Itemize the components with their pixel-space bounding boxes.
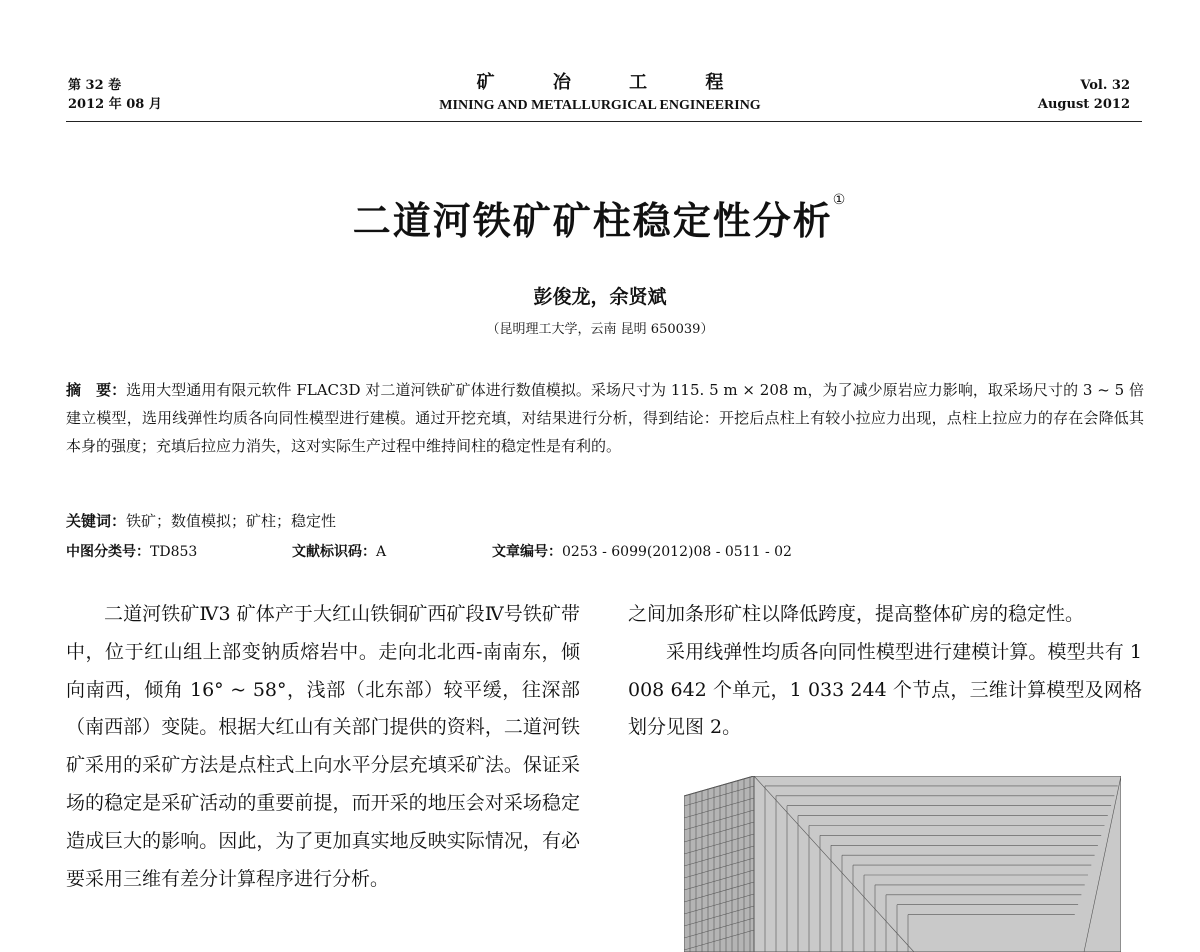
body-paragraph: 采用线弹性均质各向同性模型进行建模计算。模型共有 1 008 642 个单元，1 033 244 个节点，三维计算模型及网格划分见图 2。 <box>628 640 1142 739</box>
title-text: 二道河铁矿矿柱稳定性分析 <box>352 199 833 243</box>
header-divider <box>66 121 1142 122</box>
clc-label: 中图分类号： <box>66 544 150 560</box>
article-title <box>0 190 1200 245</box>
figure-3d-mesh-model <box>684 776 1121 952</box>
authors: 彭俊龙，余贤斌 <box>533 286 667 308</box>
clc-value: TD853 <box>150 544 198 560</box>
abstract-label: 摘 要： <box>66 381 127 399</box>
doc-code <box>292 541 492 561</box>
journal-title-en: MINING AND METALLURGICAL ENGINEERING <box>439 98 761 113</box>
body-left-column <box>66 596 580 898</box>
art-label: 文章编号： <box>492 544 562 560</box>
title-footnote-mark: ① <box>832 192 848 208</box>
doc-value: A <box>376 544 387 560</box>
art-value: 0253 - 6099(2012)08 - 0511 - 02 <box>562 544 792 560</box>
volume-cn: 第 32 卷 <box>68 78 122 93</box>
article-number <box>492 541 792 561</box>
abstract <box>66 376 1144 460</box>
abstract-text: 选用大型通用有限元软件 FLAC3D 对二道河铁矿矿体进行数值模拟。采场尺寸为 115. 5 m × 208 m，为了减少原岩应力影响，取采场尺寸的 3 ~ 5 倍建立模型，选用线弹性均质各向同性模型进行建模。通过开挖充填，对结果进行分析，得到结论：开挖后点柱上有较小拉应力出现，点柱上拉应力的存在会降低其本身的强度；充填后拉应力消失，这对实际生产过程中维持间柱的稳定性是有利的。 <box>66 381 1144 455</box>
classification-line <box>66 541 966 561</box>
journal-name <box>0 70 1200 116</box>
volume-en: Vol. 32 <box>1080 78 1130 93</box>
clc-code <box>66 541 292 561</box>
journal-title-cn: 矿 冶 工 程 <box>476 72 750 93</box>
body-paragraph: 二道河铁矿Ⅳ3 矿体产于大红山铁铜矿西矿段Ⅳ号铁矿带中，位于红山组上部变钠质熔岩中。走向北北西-南南东，倾向南西，倾角 16° ~ 58°，浅部（北东部）较平缓，往深部（南西部）变陡。根据大红山有关部门提供的资料，二道河铁矿采用的采矿方法是点柱式上向水平分层充填采矿法。保证采场的稳定是采矿活动的重要前提，而开采的地压会对采场稳定造成巨大的影响。因此，为了更加真实地反映实际情况，有必要采用三维有差分计算程序进行分析。 <box>66 603 580 890</box>
header-right <box>1038 76 1130 114</box>
keywords-label: 关键词： <box>66 512 127 530</box>
affiliation: （昆明理工大学，云南 昆明 650039） <box>486 322 714 337</box>
body-right-column <box>628 596 1142 747</box>
date-en: August 2012 <box>1037 97 1130 112</box>
body-continuation: 之间加条形矿柱以降低跨度，提高整体矿房的稳定性。 <box>628 603 1085 625</box>
doc-label: 文献标识码： <box>292 544 376 560</box>
keywords <box>66 510 336 531</box>
date-cn: 2012 年 08 月 <box>68 97 162 112</box>
keywords-text: 铁矿；数值模拟；矿柱；稳定性 <box>126 512 337 530</box>
